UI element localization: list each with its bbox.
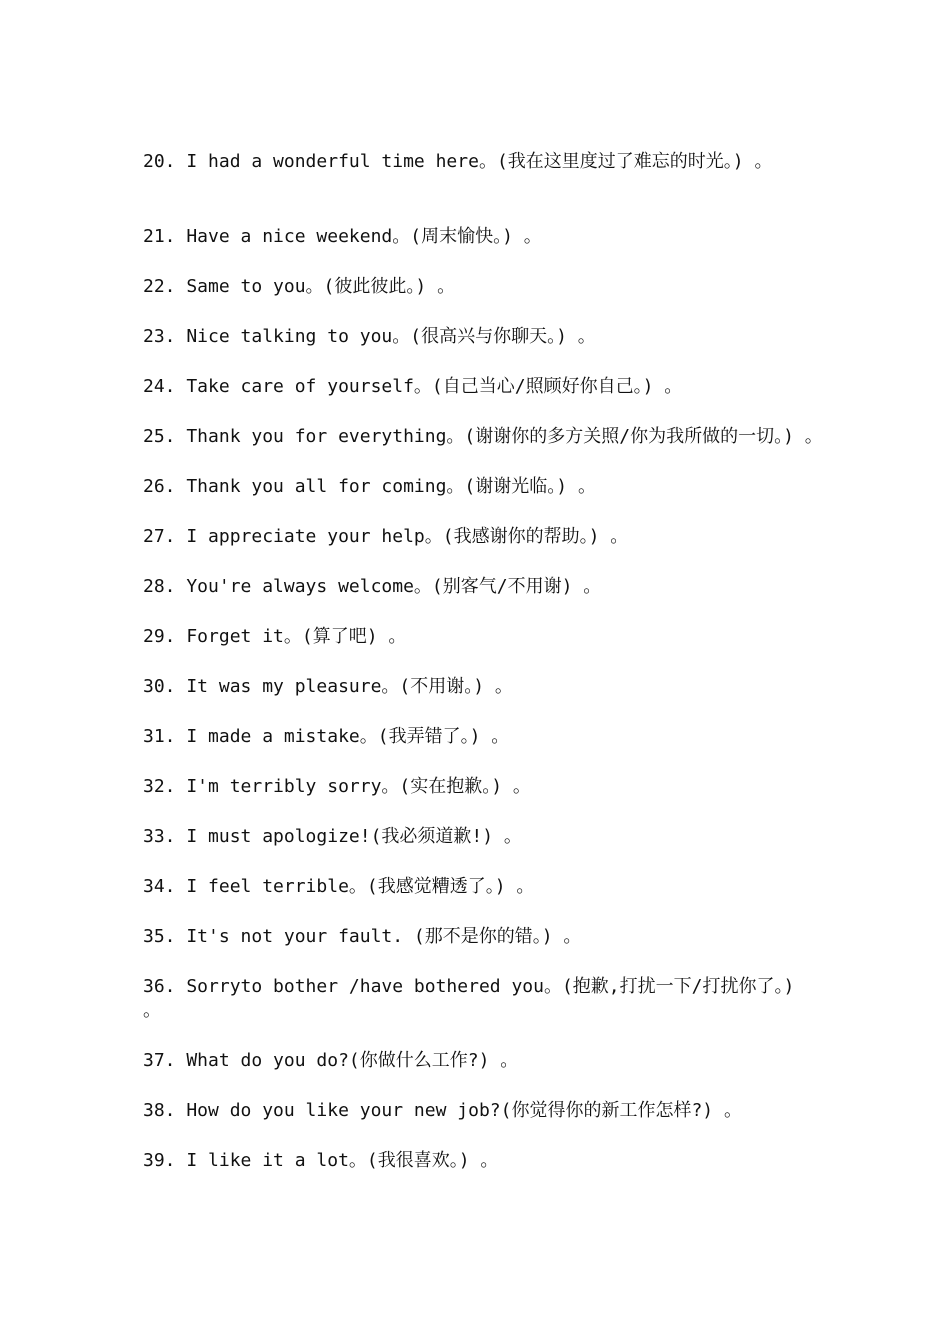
phrase-line: 28. You're always welcome。(别客气/不用谢) 。 <box>143 576 602 597</box>
phrase-line: 30. It was my pleasure。(不用谢。) 。 <box>143 676 513 697</box>
phrase-line: 32. I'm terribly sorry。(实在抱歉。) 。 <box>143 776 531 797</box>
phrase-line: 27. I appreciate your help。(我感谢你的帮助。) 。 <box>143 526 629 547</box>
phrase-line: 34. I feel terrible。(我感觉糟透了。) 。 <box>143 876 535 897</box>
phrase-line: 39. I like it a lot。(我很喜欢。) 。 <box>143 1150 499 1171</box>
phrase-line: 24. Take care of yourself。(自己当心/照顾好你自己。) 。 <box>143 376 683 397</box>
phrase-list <box>143 150 823 1199</box>
phrase-line: 29. Forget it。(算了吧) 。 <box>143 626 407 647</box>
phrase-line: 37. What do you do?(你做什么工作?) 。 <box>143 1050 519 1071</box>
phrase-line: 22. Same to you。(彼此彼此。) 。 <box>143 276 456 297</box>
phrase-line: 31. I made a mistake。(我弄错了。) 。 <box>143 726 510 747</box>
phrase-line: 25. Thank you for everything。(谢谢你的多方关照/你为我所做的一切。) 。 <box>143 426 823 447</box>
phrase-line: 33. I must apologize!(我必须道歉!) 。 <box>143 826 522 847</box>
phrase-line: 36. Sorryto bother /have bothered you。(抱歉,打扰一下/打扰你了。) 。 <box>143 976 806 1021</box>
phrase-line: 20. I had a wonderful time here。(我在这里度过了难忘的时光。) 。 <box>143 151 773 172</box>
phrase-line: 38. How do you like your new job?(你觉得你的新工作怎样?) 。 <box>143 1100 742 1121</box>
phrase-line: 35. It's not your fault. (那不是你的错。) 。 <box>143 926 582 947</box>
phrase-line: 23. Nice talking to you。(很高兴与你聊天。) 。 <box>143 326 596 347</box>
phrase-line: 26. Thank you all for coming。(谢谢光临。) 。 <box>143 476 596 497</box>
phrase-line: 21. Have a nice weekend。(周末愉快。) 。 <box>143 226 542 247</box>
